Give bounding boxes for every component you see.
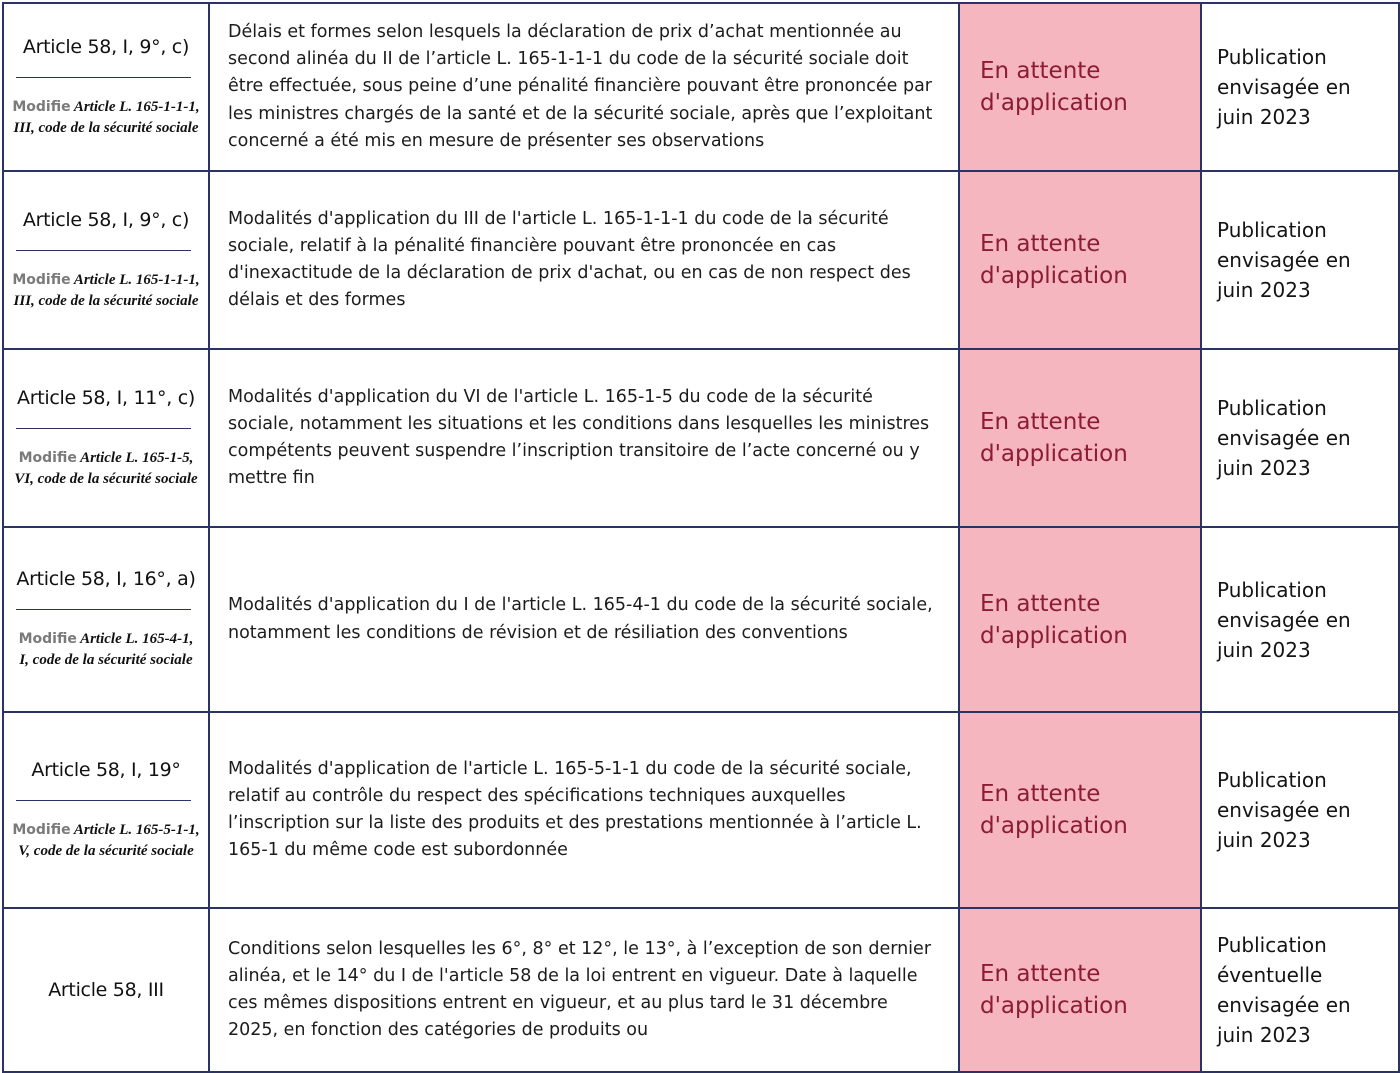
divider bbox=[16, 77, 191, 78]
article-number: Article 58, I, 19° bbox=[31, 758, 181, 781]
article-number: Article 58, I, 11°, c) bbox=[17, 386, 195, 409]
status-cell: En attente d'application bbox=[959, 171, 1201, 349]
modified-article bbox=[12, 97, 200, 139]
modifie-label: Modifie bbox=[12, 821, 71, 838]
modified-article bbox=[12, 270, 200, 312]
publication-cell: Publication envisagée en juin 2023 bbox=[1201, 171, 1399, 349]
article-number: Article 58, I, 16°, a) bbox=[16, 568, 196, 590]
description-cell: Modalités d'application de l'article L. 165-5-1-1 du code de la sécurité sociale, relatif au contrôle du respect des spécifications techniques auxquelles l’inscription sur la liste des produits et des prestations mentionnée à l’article L. 165-1 du même code est subordonnée bbox=[209, 712, 959, 908]
divider bbox=[16, 428, 191, 429]
table-row bbox=[3, 712, 1399, 908]
application-table bbox=[2, 2, 1400, 1073]
publication-cell: Publication envisagée en juin 2023 bbox=[1201, 527, 1399, 712]
modifie-label: Modifie bbox=[18, 631, 77, 647]
article-number: Article 58, I, 9°, c) bbox=[22, 208, 190, 231]
modified-article-ref: Article L. 165-4-1, I, code de la sécurité sociale bbox=[19, 631, 194, 668]
modified-article-ref: Article L. 165-1-1-1, III, code de la sécurité sociale bbox=[13, 98, 200, 136]
description-cell: Modalités d'application du I de l'article L. 165-4-1 du code de la sécurité sociale, notamment les conditions de révision et de résiliation des conventions bbox=[209, 527, 959, 712]
table-row bbox=[3, 3, 1399, 171]
article-cell bbox=[3, 3, 209, 171]
modified-article-ref: Article L. 165-5-1-1, V, code de la sécurité sociale bbox=[18, 821, 200, 859]
publication-cell: Publication envisagée en juin 2023 bbox=[1201, 3, 1399, 171]
description-cell: Modalités d'application du III de l'article L. 165-1-1-1 du code de la sécurité sociale, relatif à la pénalité financière pouvant être prononcée en cas d'inexactitude de la déclaration de prix d'achat, ou en cas de non respect des délais et des formes bbox=[209, 171, 959, 349]
description-cell: Conditions selon lesquelles les 6°, 8° et 12°, le 13°, à l’exception de son dernier alinéa, et le 14° du I de l'article 58 de la loi entrent en vigueur. Date à laquelle ces mêmes dispositions entrent en vigueur, et au plus tard le 31 décembre 2025, en fonction des catégories de produits ou bbox=[209, 908, 959, 1072]
divider bbox=[16, 609, 191, 610]
article-number: Article 58, III bbox=[48, 979, 164, 1001]
description-cell: Délais et formes selon lesquels la déclaration de prix d’achat mentionnée au second alinéa du II de l’article L. 165-1-1-1 du code de la sécurité sociale doit être effectuée, sous peine d’une pénalité financière pouvant être prononcée par les ministres chargés de la santé et de la sécurité sociale, après que l’exploitant concerné a été mis en mesure de présenter ses observations bbox=[209, 3, 959, 171]
table-row bbox=[3, 349, 1399, 527]
table-row bbox=[3, 908, 1399, 1072]
publication-cell: Publication envisagée en juin 2023 bbox=[1201, 349, 1399, 527]
modifie-label: Modifie bbox=[12, 98, 71, 115]
article-number: Article 58, I, 9°, c) bbox=[22, 35, 190, 58]
publication-cell: Publication envisagée en juin 2023 bbox=[1201, 712, 1399, 908]
status-cell: En attente d'application bbox=[959, 527, 1201, 712]
modified-article-ref: Article L. 165-1-5, VI, code de la sécurité sociale bbox=[14, 449, 198, 487]
article-cell bbox=[3, 527, 209, 712]
status-cell: En attente d'application bbox=[959, 908, 1201, 1072]
status-cell: En attente d'application bbox=[959, 712, 1201, 908]
modified-article bbox=[12, 629, 200, 671]
table-row bbox=[3, 171, 1399, 349]
article-cell bbox=[3, 908, 209, 1072]
article-cell bbox=[3, 171, 209, 349]
description-cell: Modalités d'application du VI de l'article L. 165-1-5 du code de la sécurité sociale, notamment les situations et les conditions dans lesquelles les ministres compétents peuvent suspendre l’inscription transitoire de l’acte concerné ou y mettre fin bbox=[209, 349, 959, 527]
status-cell: En attente d'application bbox=[959, 349, 1201, 527]
divider bbox=[16, 800, 191, 801]
modifie-label: Modifie bbox=[12, 271, 71, 288]
status-cell: En attente d'application bbox=[959, 3, 1201, 171]
divider bbox=[16, 250, 191, 251]
article-cell bbox=[3, 712, 209, 908]
modified-article bbox=[12, 820, 200, 862]
modified-article bbox=[12, 448, 200, 490]
article-cell bbox=[3, 349, 209, 527]
modifie-label: Modifie bbox=[18, 449, 77, 466]
table-row bbox=[3, 527, 1399, 712]
publication-cell: Publication éventuelle envisagée en juin 2023 bbox=[1201, 908, 1399, 1072]
modified-article-ref: Article L. 165-1-1-1, III, code de la sécurité sociale bbox=[13, 271, 200, 309]
